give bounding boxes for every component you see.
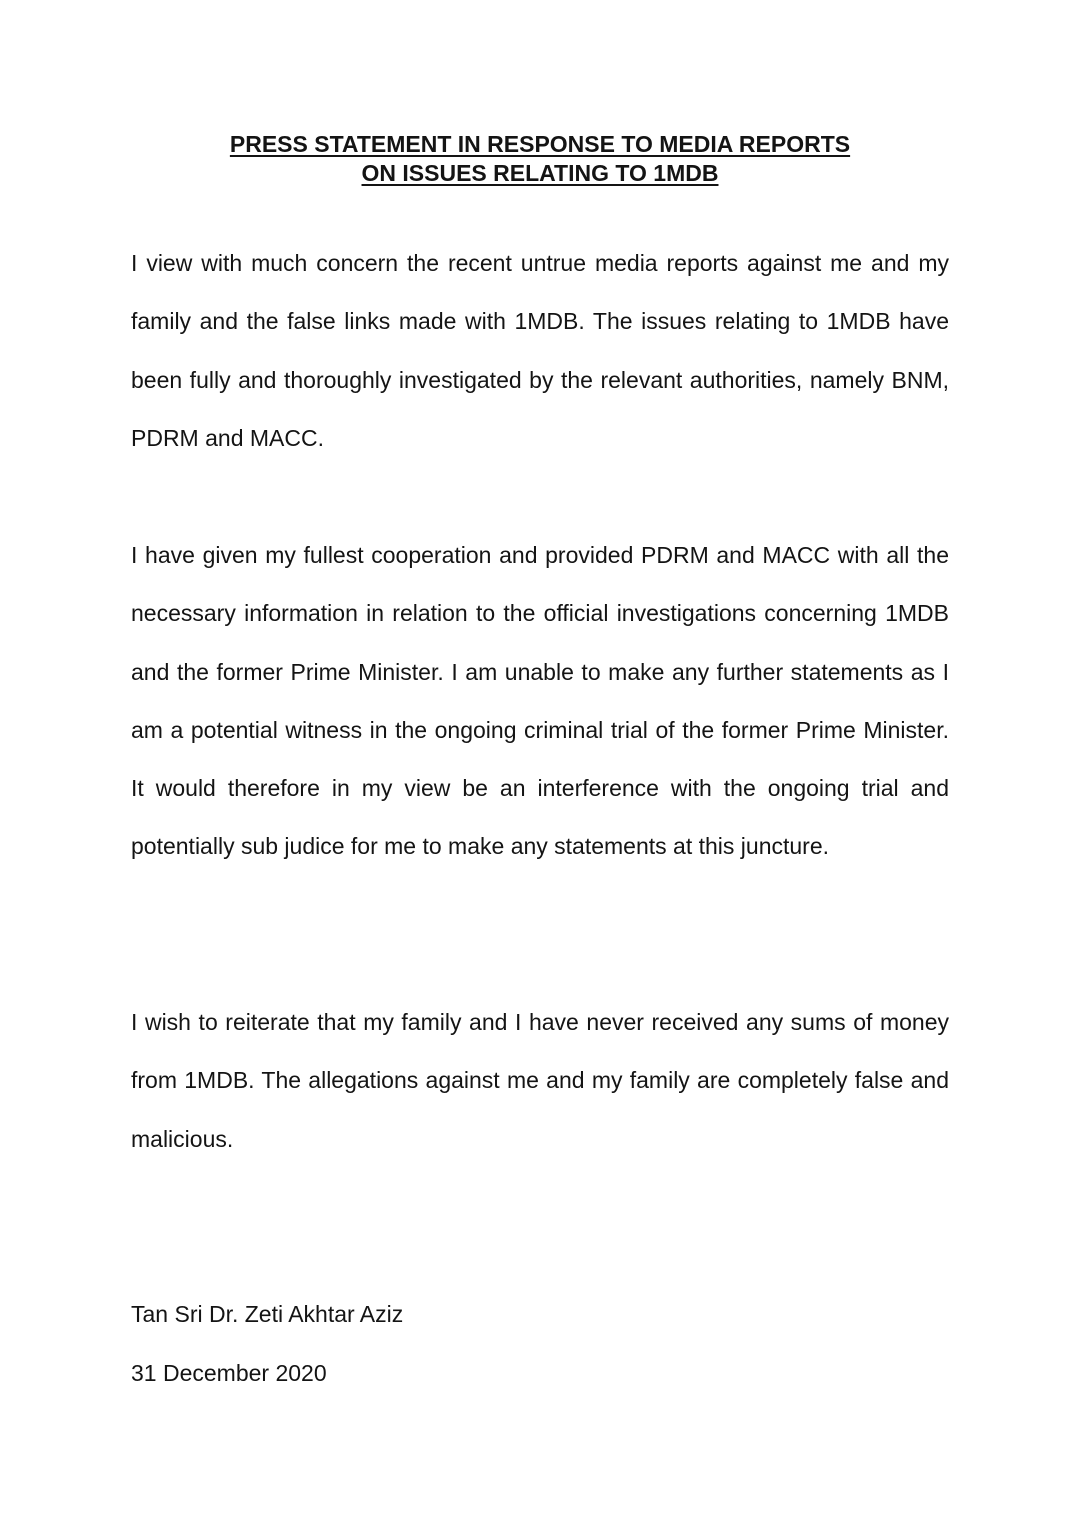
paragraph-2: I have given my fullest cooperation and provided PDRM and MACC with all the necessary information in relation to the official investigations concerning 1MDB and the former Prime Minister. I am unable to make any further statements as I am a potential witness in the ongoing criminal trial of the former Prime Minister. It would therefore in my view be an interference with the ongoing trial and potentially sub judice for me to make any statements at this juncture.: [131, 542, 949, 860]
title-line-2: ON ISSUES RELATING TO 1MDB: [361, 160, 719, 186]
paragraph-3: I wish to reiterate that my family and I have never received any sums of money from 1MDB. The allegations against me and my family are completely false and malicious.: [131, 1009, 949, 1152]
document-title: [0, 130, 1080, 188]
signatory-name: Tan Sri Dr. Zeti Akhtar Aziz: [131, 1301, 404, 1327]
statement-date: 31 December 2020: [131, 1360, 327, 1386]
paragraph-1: I view with much concern the recent untrue media reports against me and my family and the false links made with 1MDB. The issues relating to 1MDB have been fully and thoroughly investigated by the relevant authorities, namely BNM, PDRM and MACC.: [131, 250, 949, 451]
title-line-1: PRESS STATEMENT IN RESPONSE TO MEDIA REPORTS: [229, 131, 851, 157]
